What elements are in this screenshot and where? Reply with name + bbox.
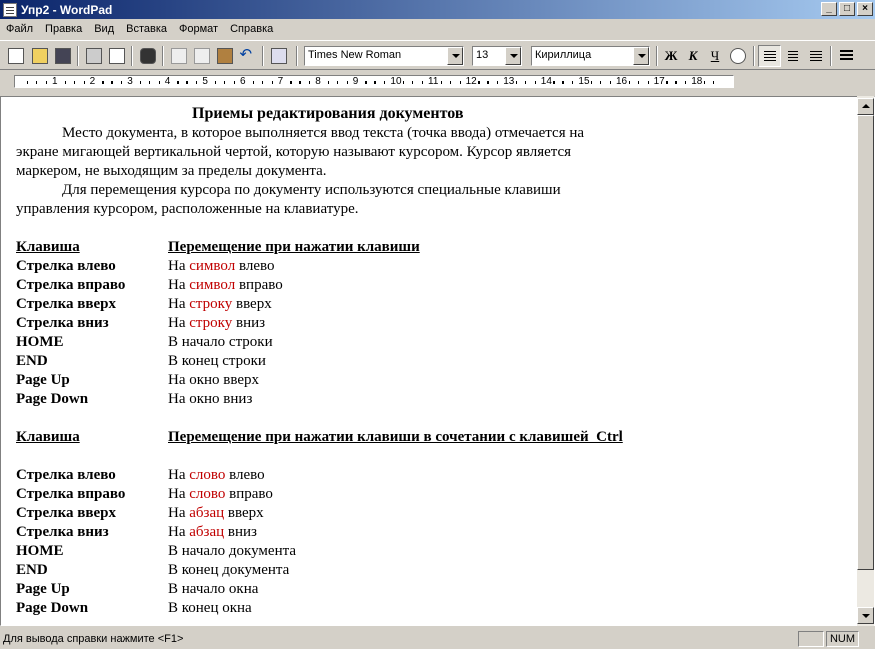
ruler-number: 9	[352, 76, 359, 87]
menu-format[interactable]: Формат	[179, 23, 219, 35]
font-name-value: Times New Roman	[308, 49, 402, 61]
table1-col1: Клавиша	[16, 239, 80, 255]
table2-key: END	[16, 562, 48, 578]
save-disk-icon	[55, 48, 71, 64]
scroll-thumb[interactable]	[857, 115, 874, 570]
table2-action	[168, 580, 258, 599]
action-text: В начало документа	[168, 543, 296, 559]
ruler-number: 11	[428, 76, 439, 87]
action-text: На окно вверх	[168, 372, 260, 388]
ruler-tick	[36, 81, 37, 84]
action-text: На	[168, 505, 190, 521]
table-row	[16, 466, 851, 485]
ruler-tick	[450, 81, 451, 84]
highlighted-word: абзац	[189, 505, 225, 521]
table-row	[16, 504, 851, 523]
ruler-number: 14	[540, 76, 552, 87]
title-bar[interactable]	[0, 0, 875, 19]
para2-line2: управления курсором, расположенные на клавиатуре.	[16, 201, 359, 217]
table1-key: Page Up	[16, 372, 70, 388]
table2-action	[168, 542, 296, 561]
ruler-tick	[262, 81, 263, 84]
window-title: Упр2 - WordPad	[21, 2, 113, 17]
ruler-tick	[412, 81, 413, 84]
table1-action	[168, 371, 259, 390]
table-row	[16, 371, 851, 390]
ruler-tick	[253, 81, 254, 84]
menu-file[interactable]: Файл	[6, 23, 34, 35]
script-select[interactable]	[531, 46, 650, 66]
ruler-tick	[648, 81, 649, 84]
script-value: Кириллица	[535, 49, 592, 61]
ruler-tick	[149, 81, 150, 84]
ruler-tick	[487, 81, 488, 84]
ruler-tick	[74, 81, 75, 84]
undo-arrow-icon: ↶	[239, 46, 253, 63]
action-text: На окно вниз	[168, 391, 253, 407]
table1-action	[168, 352, 266, 371]
table1-action	[168, 295, 272, 314]
script-dropdown-arrow-icon[interactable]	[633, 47, 649, 65]
print-button[interactable]	[82, 45, 105, 67]
para1-line3: маркером, не выходящим за пределы документа.	[16, 163, 327, 179]
ruler-number: 5	[202, 76, 208, 87]
highlighted-word: строку	[189, 296, 233, 312]
ruler-tick	[460, 81, 461, 84]
action-text: На	[168, 486, 190, 502]
ruler-tick	[374, 81, 375, 84]
table2-header	[16, 428, 851, 447]
table2-col2: Перемещение при нажатии клавиши в сочетании с клавишей Ctrl	[168, 429, 623, 445]
ruler-tick	[186, 81, 187, 84]
ruler-tick	[403, 81, 404, 84]
highlighted-word: слово	[189, 467, 226, 483]
ruler-tick	[328, 81, 329, 84]
ruler-tick	[591, 81, 592, 84]
ruler-tick	[666, 81, 667, 84]
ruler-tick	[704, 81, 705, 84]
ruler-tick	[535, 81, 536, 84]
ruler-tick	[177, 81, 178, 84]
cut-button[interactable]	[167, 45, 190, 67]
font-name-select[interactable]	[304, 46, 464, 66]
document-heading: Приемы редактирования документов	[192, 105, 464, 122]
ruler-tick	[272, 81, 273, 84]
action-text: На	[168, 315, 190, 331]
menu-bar	[0, 19, 875, 39]
color-button[interactable]	[726, 45, 749, 67]
font-size-select[interactable]	[472, 46, 522, 66]
table1-action	[168, 276, 283, 295]
new-document-icon	[8, 48, 24, 64]
action-text: В конец окна	[168, 600, 252, 616]
action-text: вправо	[225, 486, 273, 502]
ruler-tick	[562, 81, 563, 84]
copy-icon	[194, 48, 210, 64]
menu-help[interactable]: Справка	[230, 23, 274, 35]
ruler-tick	[629, 81, 630, 84]
bullet-list-icon	[840, 50, 853, 62]
table1-key: Page Down	[16, 391, 89, 407]
print-preview-button[interactable]	[105, 45, 128, 67]
ruler-tick	[46, 81, 47, 84]
clipboard-icon	[217, 48, 233, 64]
document-area[interactable]	[0, 96, 875, 626]
paste-button[interactable]	[213, 45, 236, 67]
align-center-icon	[788, 51, 798, 62]
table1-action	[168, 390, 252, 409]
ruler-tick	[516, 81, 517, 84]
table1-header	[16, 238, 851, 257]
highlighted-word: символ	[189, 277, 236, 293]
action-text: В конец строки	[168, 353, 266, 369]
close-button[interactable]: ×	[857, 2, 873, 16]
ruler-tick	[215, 81, 216, 84]
undo-button[interactable]	[236, 45, 259, 67]
table-row	[16, 314, 851, 333]
menu-insert[interactable]: Вставка	[126, 23, 168, 35]
ruler-number: 7	[277, 76, 284, 87]
binoculars-icon	[140, 48, 156, 64]
ruler-tick	[196, 81, 197, 84]
copy-button[interactable]	[190, 45, 213, 67]
ruler-tick	[84, 81, 85, 84]
align-left-icon	[764, 51, 776, 62]
ruler-tick	[675, 81, 676, 84]
ruler-number: 8	[315, 76, 321, 87]
ruler-tick	[299, 81, 300, 84]
save-button[interactable]	[51, 45, 74, 67]
table-row	[16, 580, 851, 599]
ruler-number: 10	[390, 76, 402, 87]
table2-key: Стрелка вправо	[16, 486, 126, 502]
table2-action	[168, 504, 264, 523]
table-row	[16, 485, 851, 504]
ruler-tick	[102, 81, 103, 84]
highlighted-word: слово	[189, 486, 226, 502]
ruler-tick	[224, 81, 225, 84]
action-text: В начало строки	[168, 334, 273, 350]
insert-datetime-button[interactable]	[267, 45, 290, 67]
ruler-tick	[65, 81, 66, 84]
ruler-tick	[638, 81, 639, 84]
action-text: На	[168, 524, 190, 540]
action-text: вправо	[235, 277, 283, 293]
ruler-number: 15	[578, 76, 590, 87]
ruler-tick	[121, 81, 122, 84]
table-row	[16, 333, 851, 352]
ruler-number: 18	[691, 76, 703, 87]
action-text: В конец документа	[168, 562, 290, 578]
table1-key: Стрелка вниз	[16, 315, 109, 331]
para1-line1: Место документа, в которое выполняется ввод текста (точка ввода) отмечается на	[62, 125, 585, 141]
ruler-number: 3	[127, 76, 133, 87]
open-folder-icon	[32, 48, 48, 64]
ruler-tick	[713, 81, 714, 84]
ruler-tick	[685, 81, 686, 84]
ruler-tick	[441, 81, 442, 84]
table-row	[16, 523, 851, 542]
table1-key: Стрелка влево	[16, 258, 116, 274]
ruler-tick	[365, 81, 366, 84]
status-caps-cell	[798, 631, 824, 647]
find-button[interactable]	[136, 45, 159, 67]
table2-key: Стрелка вверх	[16, 505, 116, 521]
italic-button[interactable]: К	[688, 48, 698, 63]
ruler-tick	[525, 81, 526, 84]
ruler-tick	[140, 81, 141, 84]
size-dropdown-arrow-icon[interactable]	[505, 47, 521, 65]
table-row	[16, 599, 851, 618]
table1-key: END	[16, 353, 48, 369]
table1-action	[168, 314, 265, 333]
ruler-tick	[572, 81, 573, 84]
table-row	[16, 561, 851, 580]
ruler-tick	[422, 81, 423, 84]
table-row	[16, 352, 851, 371]
action-text: На	[168, 467, 190, 483]
status-text: Для вывода справки нажмите <F1>	[3, 632, 184, 645]
ruler-tick	[600, 81, 601, 84]
table1-key: Стрелка вверх	[16, 296, 116, 312]
status-num: NUM	[826, 631, 859, 647]
bullets-button[interactable]	[835, 45, 858, 67]
palette-icon	[730, 48, 746, 64]
printer-icon	[86, 48, 102, 64]
ruler-number: 1	[52, 76, 58, 87]
status-bar	[0, 628, 875, 649]
highlighted-word: символ	[189, 258, 236, 274]
action-text: влево	[235, 258, 275, 274]
align-right-button[interactable]	[804, 45, 827, 67]
menu-edit[interactable]: Правка	[45, 23, 83, 35]
menu-view[interactable]: Вид	[94, 23, 115, 35]
ruler-tick	[159, 81, 160, 84]
ruler-tick	[347, 81, 348, 84]
table2-key: Page Up	[16, 581, 70, 597]
ruler-number: 17	[653, 76, 665, 87]
para1-line2: экране мигающей вертикальной чертой, которую называют курсором. Курсор является	[16, 144, 572, 160]
table1-key: HOME	[16, 334, 64, 350]
ruler-tick	[497, 81, 498, 84]
ruler-tick	[384, 81, 385, 84]
ruler-number: 13	[503, 76, 515, 87]
table2-action	[168, 485, 273, 504]
font-size-value: 13	[476, 49, 489, 61]
maximize-button[interactable]: □	[839, 2, 855, 16]
ruler-tick	[610, 81, 611, 84]
ruler-number: 16	[616, 76, 628, 87]
wordpad-app-icon[interactable]	[3, 3, 17, 17]
open-button[interactable]	[28, 45, 51, 67]
highlighted-word: строку	[189, 315, 233, 331]
minimize-button[interactable]: _	[821, 2, 837, 16]
align-left-button[interactable]	[758, 45, 781, 67]
underline-button[interactable]: Ч	[710, 48, 720, 63]
table-row	[16, 276, 851, 295]
table2-key: Стрелка влево	[16, 467, 116, 483]
ruler-tick	[478, 81, 479, 84]
action-text: На	[168, 277, 190, 293]
action-text: На	[168, 258, 190, 274]
ruler-number: 6	[240, 76, 246, 87]
align-right-icon	[810, 51, 822, 62]
action-text: вниз	[224, 524, 257, 540]
action-text: На	[168, 296, 190, 312]
ruler-tick	[309, 81, 310, 84]
toolbar	[0, 40, 875, 70]
table-row	[16, 295, 851, 314]
ruler-number: 4	[164, 76, 171, 87]
para2-line1: Для перемещения курсора по документу используются специальные клавиши	[62, 182, 561, 198]
scroll-up-button[interactable]	[857, 98, 874, 115]
scroll-down-button[interactable]	[857, 607, 874, 624]
table2-action	[168, 523, 257, 542]
scissors-icon	[171, 48, 187, 64]
table1-action	[168, 333, 273, 352]
action-text: вниз	[232, 315, 266, 331]
ruler-number: 12	[465, 76, 477, 87]
table2-action	[168, 466, 265, 485]
ruler-strip[interactable]	[14, 75, 734, 88]
table2-key: HOME	[16, 543, 64, 559]
date-time-icon	[271, 48, 287, 64]
highlighted-word: абзац	[189, 524, 225, 540]
print-preview-icon	[109, 48, 125, 64]
table1-key: Стрелка вправо	[16, 277, 126, 293]
action-text: вверх	[224, 505, 264, 521]
vertical-scrollbar[interactable]	[857, 96, 874, 626]
table2-key: Стрелка вниз	[16, 524, 109, 540]
ruler-tick	[337, 81, 338, 84]
ruler-number: 2	[89, 76, 96, 87]
paragraph-1	[16, 124, 661, 219]
table2-key: Page Down	[16, 600, 89, 616]
table-row	[16, 542, 851, 561]
document-content[interactable]	[16, 103, 851, 618]
new-document-button[interactable]	[4, 45, 27, 67]
table2-action	[168, 599, 252, 618]
table-row	[16, 257, 851, 276]
font-dropdown-arrow-icon[interactable]	[447, 47, 463, 65]
table1-col2: Перемещение при нажатии клавиши	[168, 239, 420, 255]
action-text: влево	[225, 467, 265, 483]
action-text: вверх	[232, 296, 272, 312]
ruler-tick	[27, 81, 28, 84]
ruler-tick	[234, 81, 235, 84]
bold-button[interactable]: Ж	[664, 48, 678, 63]
ruler-tick	[290, 81, 291, 84]
action-text: В начало окна	[168, 581, 259, 597]
ruler-tick	[553, 81, 554, 84]
table2-col1: Клавиша	[16, 429, 80, 445]
align-center-button[interactable]	[781, 45, 804, 67]
table1-action	[168, 257, 274, 276]
table2-action	[168, 561, 289, 580]
ruler[interactable]	[0, 71, 875, 93]
table-row	[16, 390, 851, 409]
ruler-tick	[111, 81, 112, 84]
